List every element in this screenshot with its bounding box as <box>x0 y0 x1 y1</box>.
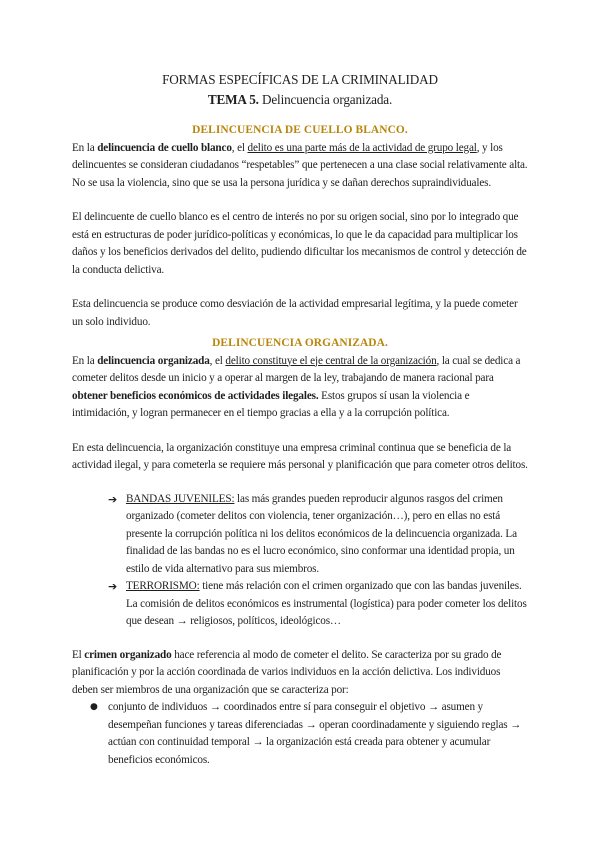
list-item <box>90 699 528 769</box>
bold-term: delincuencia organizada <box>97 354 210 367</box>
text-run: , el <box>231 141 248 154</box>
text-run: En la <box>72 141 98 154</box>
bold-term: crimen organizado <box>84 648 172 661</box>
text-run: , y los delincuentes se consideran ciudadanos “respetables” que pertenecen a una clase social relativamente alta. No se usa la violencia, sino que se usa la persona jurídica y se dañan derechos supraindividuales. <box>72 141 528 189</box>
topic-name: Delincuencia organizada. <box>261 92 393 107</box>
underlined-text: delito constituye el eje central de la organización <box>225 354 437 367</box>
text-run: hace referencia al modo de cometer el delito. Se caracteriza por su grado de planificación y por la acción coordinada de varios individuos en la acción delictiva. Los individuos deben ser miembros de una organización que se caracteriza por: <box>72 648 502 696</box>
bold-term: delincuencia de cuello blanco <box>97 141 232 154</box>
text-run: , el <box>209 354 226 367</box>
list-item <box>108 578 528 631</box>
section-heading-organized: DELINCUENCIA ORGANIZADA. <box>212 337 388 349</box>
topic-label: TEMA 5. <box>207 92 259 107</box>
list-term: TERRORISMO: <box>126 580 200 592</box>
list-item <box>108 491 528 579</box>
paragraph: En esta delincuencia, la organización constituye una empresa criminal continua que se beneficia de la actividad ilegal, y para cometerla se requiere más personal y planificación que para cometer otros delitos. <box>72 441 528 471</box>
bold-term: obtener beneficios económicos de actividades ilegales. <box>72 389 319 402</box>
text-run: Estos grupos sí usan la violencia e intimidación, y logran permanecer en el tiempo gracias a ella y a la corrupción política. <box>72 389 470 419</box>
dot-bullet-icon: ● <box>90 702 98 712</box>
paragraph <box>72 353 528 423</box>
list-text: tiene más relación con el crimen organizado que con las bandas juveniles. La comisión de delitos económicos es instrumental (logística) para poder cometer los delitos que desean → religiosos, políticos, ideológicos… <box>126 580 527 627</box>
list-text: las más grandes pueden reproducir algunos rasgos del crimen organizado (cometer delitos con violencia, tener organización…), pero en ellas no está presente la corrupción política ni los delitos económicos de la delincuencia organizada. La finalidad de las bandas no es el lucro económico, sino conformar una identidad propia, un estilo de vida alternativo para sus miembros. <box>126 492 517 575</box>
course-title: FORMAS ESPECÍFICAS DE LA CRIMINALIDAD <box>162 72 438 87</box>
paragraph <box>72 140 528 193</box>
arrow-list <box>72 491 528 631</box>
list-term: BANDAS JUVENILES: <box>126 492 235 505</box>
arrow-bullet-icon: ➔ <box>108 580 118 593</box>
text-run: , la cual se dedica a cometer delitos desde un inicio y a operar al margen de la ley, trabajando de manera racional para <box>72 354 521 384</box>
text-run: En la <box>72 354 98 367</box>
arrow-bullet-icon: ➔ <box>108 492 118 506</box>
topic-title <box>72 90 528 110</box>
paragraph <box>72 647 528 700</box>
paragraph: El delincuente de cuello blanco es el centro de interés no por su origen social, sino por lo integrado que está en estructuras de poder jurídico-políticas y económicas, lo que le da capacidad para multiplicar los daños y los beneficios derivados del delito, pudiendo dificultar los mecanismos de control y detección de la conducta delictiva. <box>72 211 527 276</box>
text-run: El <box>72 648 85 661</box>
dot-list <box>72 699 528 769</box>
section-heading-white-collar: DELINCUENCIA DE CUELLO BLANCO. <box>192 124 408 136</box>
list-text: conjunto de individuos → coordinados entre sí para conseguir el objetivo → asumen y desempeñan funciones y tareas diferenciadas → operan coordinadamente y siguiendo reglas → actúan con continuidad temporal → la organización está creada para obtener y acumular beneficios económicos. <box>108 701 522 766</box>
paragraph: Esta delincuencia se produce como desviación de la actividad empresarial legítima, y la puede cometer un solo individuo. <box>72 298 518 328</box>
underlined-text: delito es una parte más de la actividad de grupo legal <box>247 141 477 154</box>
